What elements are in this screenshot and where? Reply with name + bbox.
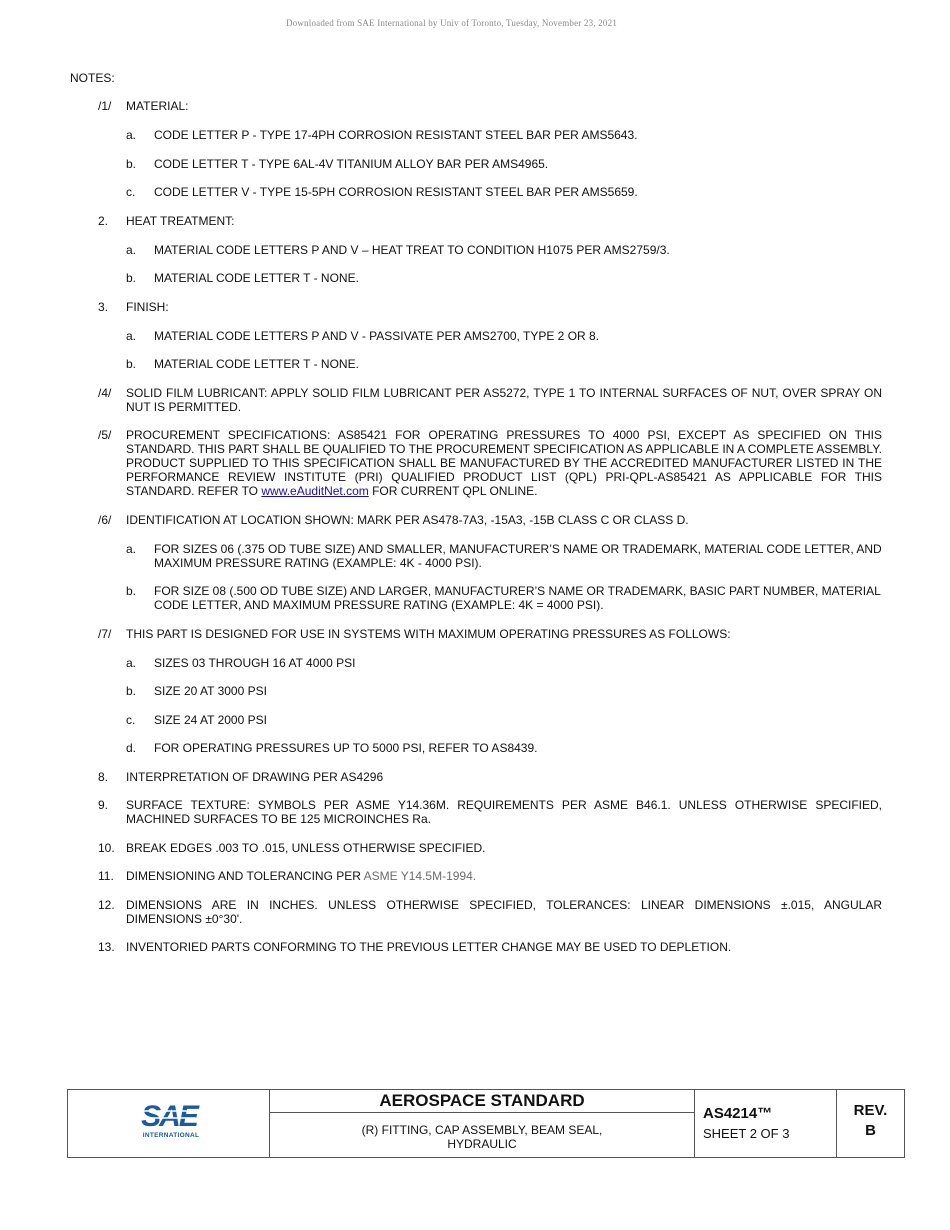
sub-list	[126, 128, 882, 199]
note-text	[126, 386, 882, 414]
note-text-main: BREAK EDGES .003 TO .015, UNLESS OTHERWISE SPECIFIED.	[126, 840, 486, 855]
sae-logo-letters: SAE	[141, 1102, 197, 1130]
sub-label: a.	[126, 242, 137, 257]
sub-label: a.	[126, 328, 137, 343]
note-number: 11.	[98, 869, 114, 883]
note-item	[70, 898, 882, 926]
sub-label: a.	[126, 128, 137, 142]
sub-item	[126, 357, 882, 371]
note-text	[126, 627, 882, 641]
note-text	[126, 841, 882, 855]
download-header: Downloaded from SAE International by Univ of Toronto, Tuesday, November 23, 2021	[285, 18, 618, 28]
note-text-main: PROCUREMENT SPECIFICATIONS: AS85421 FOR OPERATING PRESSURES TO 4000 PSI, EXCEPT AS SPECIFIED ON THIS STANDARD. THIS PART SHALL BE QUALIFIED TO THE PROCUREMENT SPECIFICATION AS APPLICABLE IN A COMPLETE ASSEMBLY. PRODUCT SUPPLIED TO THIS SPECIFICATION SHALL BE MANUFACTURED BY THE ACCREDITED MANUFACTURER LISTED IN THE PERFORMANCE REVIEW INSTITUTE (PRI) QUALIFIED PRODUCT LIST (QPL) PRI-QPL-AS85421 AS APPLICABLE FOR THIS STANDARD. REFER TO	[126, 428, 882, 498]
sub-item	[126, 656, 882, 670]
note-number: /1/	[98, 99, 112, 113]
note-text	[126, 798, 882, 826]
note-text	[126, 940, 882, 954]
note-item	[70, 841, 882, 855]
sub-label: b.	[126, 357, 137, 371]
sub-text: SIZE 20 AT 3000 PSI	[154, 684, 267, 698]
note-item	[70, 386, 882, 414]
note-item	[70, 300, 882, 372]
note-text-main: SURFACE TEXTURE: SYMBOLS PER ASME Y14.36M. REQUIREMENTS PER ASME B46.1. UNLESS OTHERWISE SPECIFIED, MACHINED SURFACES TO BE 125 MICROINCHES Ra.	[126, 798, 882, 826]
sub-item	[126, 185, 882, 199]
sheet-number: SHEET 2 OF 3	[703, 1126, 790, 1141]
sub-label: b.	[126, 684, 137, 698]
sub-list	[126, 329, 882, 372]
sub-text: MATERIAL CODE LETTER T - NONE.	[154, 271, 359, 285]
note-text-main: FINISH:	[126, 299, 169, 314]
note-item	[70, 798, 882, 826]
sub-text: CODE LETTER P - TYPE 17-4PH CORROSION RESISTANT STEEL BAR PER AMS5643.	[154, 128, 638, 142]
note-number: 2.	[98, 213, 109, 228]
note-text-after: FOR CURRENT QPL ONLINE.	[372, 484, 538, 498]
sub-item	[126, 128, 882, 142]
sub-item	[126, 157, 882, 171]
note-text-main: DIMENSIONS ARE IN INCHES. UNLESS OTHERWISE SPECIFIED, TOLERANCES: LINEAR DIMENSIONS ±.015, ANGULAR DIMENSIONS ±0°30'.	[126, 897, 882, 926]
sae-logo	[137, 1102, 205, 1144]
sub-text: MATERIAL CODE LETTERS P AND V - PASSIVATE PER AMS2700, TYPE 2 OR 8.	[154, 328, 600, 343]
revision-value: B	[865, 1122, 876, 1139]
note-number: /7/	[98, 626, 112, 641]
note-item	[70, 513, 882, 613]
sub-label: b.	[126, 271, 137, 285]
sub-list	[126, 656, 882, 756]
note-text-main: SOLID FILM LUBRICANT: APPLY SOLID FILM LUBRICANT PER AS5272, TYPE 1 TO INTERNAL SURFACES OF NUT, OVER SPRAY ON NUT IS PERMITTED.	[126, 385, 882, 414]
document-title-line-2: HYDRAULIC	[447, 1137, 517, 1151]
note-text-main: MATERIAL:	[126, 99, 189, 113]
note-number: 8.	[98, 769, 109, 784]
note-number: 13.	[98, 940, 115, 954]
sub-text: SIZE 24 AT 2000 PSI	[154, 712, 267, 727]
note-number: 12.	[98, 897, 115, 912]
note-item	[70, 869, 882, 883]
notes-list	[70, 99, 882, 969]
sub-label: b.	[126, 156, 137, 171]
note-text-main: THIS PART IS DESIGNED FOR USE IN SYSTEMS WITH MAXIMUM OPERATING PRESSURES AS FOLLOWS:	[126, 626, 731, 641]
note-item	[70, 627, 882, 756]
note-text-main: IDENTIFICATION AT LOCATION SHOWN: MARK PER AS478-7A3, -15A3, -15B CLASS C OR CLASS D.	[126, 512, 689, 527]
sub-item	[126, 542, 882, 570]
sae-logo-mark	[137, 1102, 201, 1130]
note-text-main: HEAT TREATMENT:	[126, 213, 235, 228]
sub-item	[126, 584, 882, 612]
document-number-cell	[695, 1090, 837, 1157]
sub-item	[126, 741, 882, 755]
sub-item	[126, 243, 882, 257]
sub-item	[126, 271, 882, 285]
note-item	[70, 940, 882, 954]
sub-label: a.	[126, 541, 137, 556]
sub-text: MATERIAL CODE LETTER T - NONE.	[154, 357, 359, 371]
eauditnet-link[interactable]: www.eAuditNet.com	[261, 484, 369, 498]
note-reference: ASME Y14.5M-1994.	[363, 869, 477, 883]
sub-text: CODE LETTER V - TYPE 15-5PH CORROSION RESISTANT STEEL BAR PER AMS5659.	[154, 185, 638, 199]
note-item	[70, 99, 882, 199]
note-text	[126, 770, 882, 784]
sub-label: a.	[126, 655, 137, 670]
sub-item	[126, 329, 882, 343]
document-number: AS4214™	[703, 1105, 773, 1122]
note-text	[126, 300, 882, 314]
note-text	[126, 214, 882, 228]
sub-list	[126, 243, 882, 286]
note-text	[126, 99, 882, 113]
sub-label: d.	[126, 741, 137, 755]
note-item	[70, 428, 882, 498]
sub-item	[126, 713, 882, 727]
note-text-main: DIMENSIONING AND TOLERANCING PER	[126, 869, 361, 883]
sub-text: FOR SIZES 06 (.375 OD TUBE SIZE) AND SMALLER, MANUFACTURER’S NAME OR TRADEMARK, MATERIAL CODE LETTER, AND MAXIMUM PRESSURE RATING (EXAMPLE: 4K - 4000 PSI).	[154, 541, 882, 570]
note-number: 10.	[98, 840, 115, 855]
note-text-main: INVENTORIED PARTS CONFORMING TO THE PREVIOUS LETTER CHANGE MAY BE USED TO DEPLETION.	[126, 940, 732, 954]
sub-label: c.	[126, 185, 136, 199]
sub-text: FOR SIZE 08 (.500 OD TUBE SIZE) AND LARGER, MANUFACTURER’S NAME OR TRADEMARK, BASIC PART NUMBER, MATERIAL CODE LETTER, AND MAXIMUM PRESSURE RATING (EXAMPLE: 4K = 4000 PSI).	[154, 584, 881, 612]
revision-cell	[837, 1090, 904, 1157]
note-number: 3.	[98, 299, 109, 314]
sub-list	[126, 542, 882, 613]
revision-label: REV.	[853, 1102, 888, 1119]
note-number: /5/	[98, 428, 112, 442]
note-text-main: INTERPRETATION OF DRAWING PER AS4296	[126, 769, 384, 784]
note-text	[126, 869, 882, 883]
sub-label: c.	[126, 712, 136, 727]
note-number: /6/	[98, 512, 112, 527]
note-number: /4/	[98, 385, 112, 400]
note-number: 9.	[98, 798, 109, 812]
sub-text: MATERIAL CODE LETTERS P AND V – HEAT TREAT TO CONDITION H1075 PER AMS2759/3.	[154, 242, 670, 257]
sub-text: SIZES 03 THROUGH 16 AT 4000 PSI	[154, 655, 356, 670]
document-title-line-1: (R) FITTING, CAP ASSEMBLY, BEAM SEAL,	[361, 1123, 603, 1137]
title-block	[67, 1089, 905, 1158]
document-category: AEROSPACE STANDARD	[270, 1090, 694, 1113]
note-text	[126, 428, 882, 498]
title-cell	[270, 1090, 695, 1157]
note-item	[70, 770, 882, 784]
sub-text: FOR OPERATING PRESSURES UP TO 5000 PSI, REFER TO AS8439.	[154, 741, 538, 755]
sae-wordmark: INTERNATIONAL	[142, 1132, 200, 1139]
document-title	[270, 1113, 694, 1151]
logo-cell	[68, 1090, 270, 1157]
note-text	[126, 513, 882, 527]
note-text	[126, 898, 882, 926]
sub-text: CODE LETTER T - TYPE 6AL-4V TITANIUM ALLOY BAR PER AMS4965.	[154, 156, 549, 171]
sub-label: b.	[126, 584, 137, 598]
sub-item	[126, 684, 882, 698]
notes-heading: NOTES:	[70, 71, 115, 85]
note-item	[70, 214, 882, 286]
